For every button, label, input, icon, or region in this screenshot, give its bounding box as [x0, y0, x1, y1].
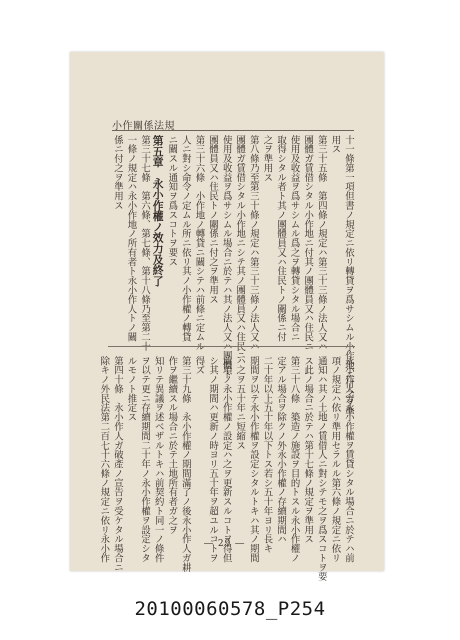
- text-column: 第三十九條 永小作權ノ期間滿了ノ後永小作人ガ耕: [179, 356, 191, 572]
- text-column: 使用及收益ヲ爲サシムル爲之ヲ轉貸シタル場合ニ: [288, 135, 300, 342]
- text-column: 前項ノ永小作權ノ設定ハ之ヲ更新スルコトヲ得但: [220, 356, 232, 563]
- header-divider: [112, 130, 354, 131]
- text-column: ニ關スル通知ヲ爲スコトヲ要ス: [166, 135, 178, 267]
- text-column: 之ヲ準用ス: [261, 135, 273, 182]
- text-column: 團體ガ賃借シタル小作地ニ付其ノ團體員又ハ住民ニ: [302, 135, 314, 351]
- text-column: 取得シタル者ト其ノ團體員又ハ住民トノ關係ニ付: [275, 135, 287, 342]
- text-column: 期間ヲ以テ永小作權ヲ設定シタルトキハ其ノ期間: [247, 356, 259, 563]
- text-column: ルモノト推定ス: [125, 356, 137, 422]
- text-column: 第八條乃至第三十條ノ規定ハ第三十三條ノ法人又ハ: [247, 135, 259, 351]
- text-column: 除キノ外民法第二百七十六條ノ規定ニ依リ永小作: [98, 356, 110, 563]
- text-column: 通知ハ其ノ土地ノ賃借人ニ對シテモ之ヲ爲スコトヲ要: [315, 356, 327, 582]
- text-column: 第四十條 永小作人ガ破產ノ宣告ヲ受ケタル場合ニ: [111, 356, 123, 572]
- chapter-heading: 第五章 永小作權ノ效力及終了: [151, 135, 165, 287]
- text-column: 一條ノ規定ハ永小作地ノ所有者ト永小作人トノ關: [125, 135, 137, 342]
- page-number: ― 29 ―: [204, 539, 246, 549]
- text-column: 人ニ對シ命令ノ定ムル所ニ依リ其ノ小作權ノ轉貸: [179, 135, 191, 342]
- text-column: 知リテ異議ヲ述ベザルトキハ前契約ト同一ノ條件: [152, 356, 164, 563]
- text-column: 第三十七條 第六條、第七條、第十八條乃至第二十: [139, 135, 151, 351]
- text-column: 第三十六條 小作地ノ轉貸ニ關シテハ前條ニ定ムル: [193, 135, 205, 351]
- text-column: 作ヲ繼續スル場合ニ於テ土地所有者ガ之ヲ: [166, 356, 178, 535]
- text-column: 永小作人ガ永小作權ヲ賃貸シタル場合ニ於テハ前: [343, 356, 354, 563]
- section-divider: [108, 346, 355, 347]
- archive-id-caption: 20100060578_P254: [134, 598, 326, 620]
- text-column: シ其ノ期間ハ更新ノ時ヨリ五十年ヲ超ユルコトヲ: [207, 356, 219, 563]
- text-column: 得ズ: [193, 356, 205, 375]
- text-column: 團體員又ハ住民トノ關係ニ付之ヲ準用ス: [207, 135, 219, 305]
- text-column: 第三十八條 築造ノ施設ヲ目的トスル永小作權ノ: [288, 356, 300, 563]
- text-column: 二十年以上五十年以下トス若シ五十年ヨリ長キ: [261, 356, 273, 554]
- text-column: 使用及收益ヲ爲サシムル場合ニ於テハ其ノ法人又ハ團體ト: [220, 135, 232, 380]
- text-column: 定アル場合ヲ除クノ外永小作權ノ存續期間ハ: [275, 356, 287, 544]
- text-column: 項ノ規定ハ依リ準用セラルル第六條ノ規定ニ依リ: [329, 356, 341, 563]
- text-column: ハ之ヲ五十年ニ短縮ス: [234, 356, 246, 450]
- text-column: 十一條第一項但書ノ規定ニ依リ轉貸ヲ爲サシムル小作地ニ付之ヲ準: [343, 135, 354, 417]
- text-column: 團體ガ賃借シタル小作地ニシテ其ノ團體員又ハ住民ニ: [234, 135, 246, 361]
- lower-text-block: [98, 356, 355, 582]
- text-column: 係ニ付之ヲ準用ス: [111, 135, 123, 211]
- text-column: 第三十五條 第四條ノ規定ハ第三十三條ノ法人又ハ: [315, 135, 327, 351]
- text-column: ヲ以テ更ニ存續期間二十年ノ永小作權ヲ設定シタ: [139, 356, 151, 563]
- text-column: 用ス: [329, 135, 341, 154]
- text-column: ス此ノ場合ニ於テハ第十七條ノ規定ヲ準用ス: [302, 356, 314, 544]
- running-header: 小作關係法規: [112, 121, 175, 132]
